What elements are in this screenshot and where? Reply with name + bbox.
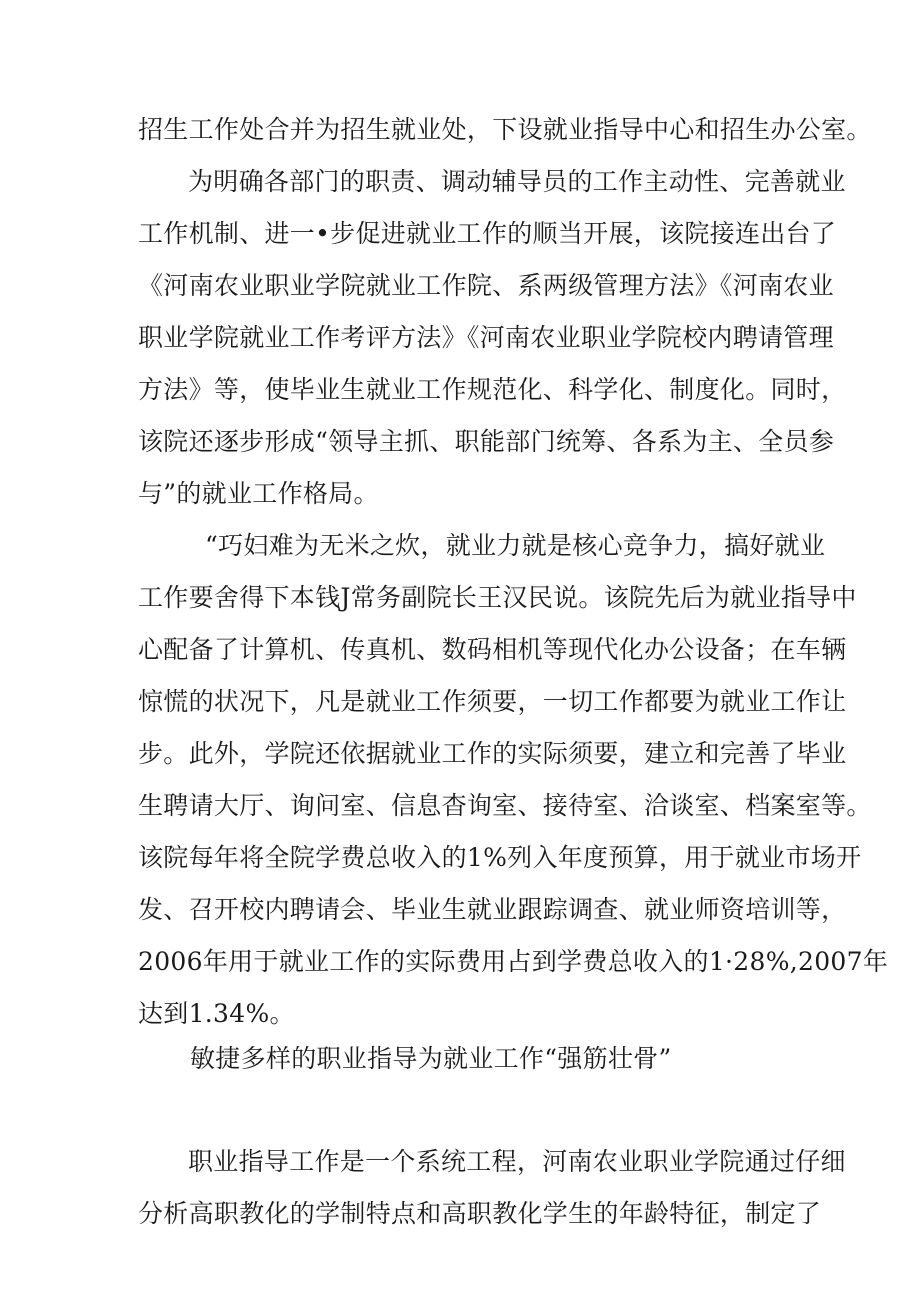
text-line: 心配备了计算机、传真机、数码相机等现代化办公设备；在车辆 xyxy=(138,635,847,664)
text-line: 生聘请大厅、询问室、信息杳询室、接待室、洽谈室、档案室等。 xyxy=(138,791,872,820)
text-line: 职业学院就业工作考评方法》《河南农业职业学院校内聘请管理 xyxy=(138,323,834,352)
text-line: 达到1.34%。 xyxy=(138,999,295,1028)
text-line: “巧妇难为无米之炊，就业力就是核心竞争力，搞好就业 xyxy=(205,531,826,560)
text-line: 职业指导工作是一个系统工程，河南农业职业学院通过仔细 xyxy=(188,1147,846,1176)
text-line: 步。此外，学院还依据就业工作的实际须要，建立和完善了毕业 xyxy=(138,739,847,768)
text-line: 招生工作处合并为招生就业处，下设就业指导中心和招生办公室。 xyxy=(138,115,872,144)
text-line: 与”的就业工作格局。 xyxy=(138,479,379,508)
text-line: 该院每年将全院学费总收入的1%列入年度预算，用于就业市场开 xyxy=(138,843,862,872)
text-line: 该院还逐步形成“领导主抓、职能部门统筹、各系为主、全员参 xyxy=(138,427,835,456)
text-line: 为明确各部门的职责、调动辅导员的工作主动性、完善就业 xyxy=(188,167,846,196)
text-line: 《河南农业职业学院就业工作院、系两级管理方法》《河南农业 xyxy=(138,271,834,300)
text-line: 发、召开校内聘请会、毕业生就业跟踪调查、就业师资培训等， xyxy=(138,895,847,924)
text-line: 方法》等，使毕业生就业工作规范化、科学化、制度化。同时， xyxy=(138,375,847,404)
text-line: 2006年用于就业工作的实际费用占到学费总收入的1·28%,2007年 xyxy=(138,947,889,976)
section-heading: 敏捷多样的职业指导为就业工作“强筋壮骨” xyxy=(190,1044,672,1073)
text-line: 工作要舍得下本钱J常务副院长王汉民说。该院先后为就业指导中 xyxy=(138,583,857,612)
text-line: 分析高职教化的学制特点和高职教化学生的年龄特征，制定了 xyxy=(138,1199,822,1228)
text-line: 惊慌的状况下，凡是就业工作须要，一切工作都要为就业工作让 xyxy=(138,687,847,716)
text-line: 工作机制、进一•步促进就业工作的顺当开展，该院接连出台了 xyxy=(138,219,837,248)
